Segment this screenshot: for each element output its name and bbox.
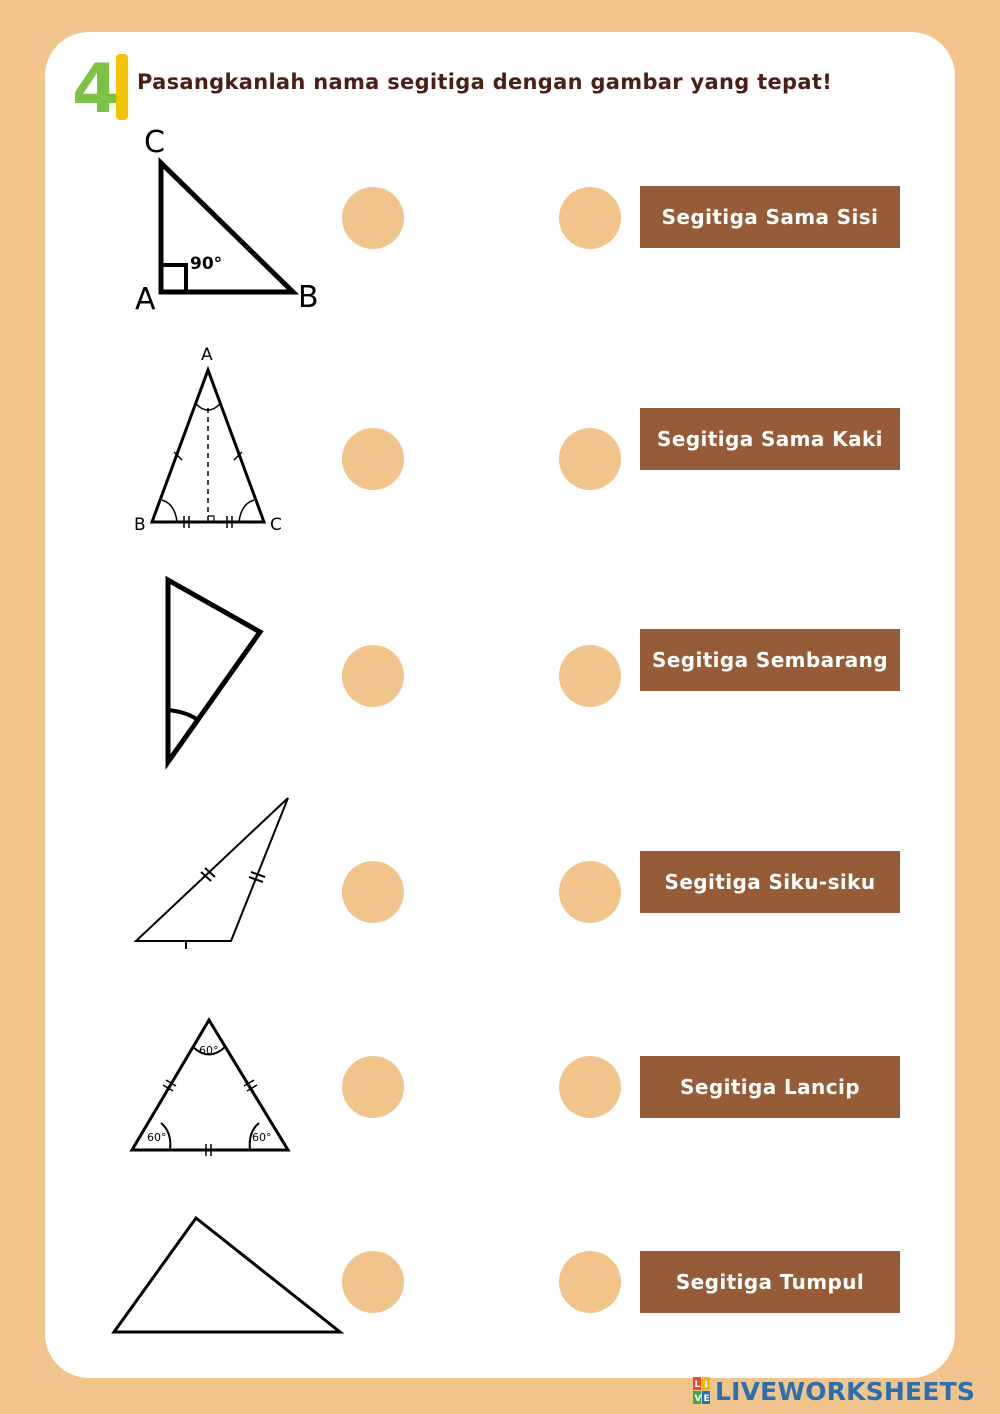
angle-label-top: 60°	[199, 1044, 219, 1057]
vertex-label-b: B	[134, 515, 146, 535]
left-match-dot-6[interactable]	[342, 1251, 404, 1313]
vertex-label-a: A	[201, 345, 213, 365]
triangle-outline	[114, 1218, 340, 1332]
option-label-sama-sisi[interactable]: Segitiga Sama Sisi	[640, 186, 900, 248]
left-match-dot-4[interactable]	[342, 861, 404, 923]
left-match-dot-2[interactable]	[342, 428, 404, 490]
instruction-text: Pasangkanlah nama segitiga dengan gambar yang tepat!	[137, 70, 833, 94]
svg-text:I: I	[704, 1380, 708, 1390]
brand-name: LIVEWORKSHEETS	[715, 1376, 976, 1406]
obtuse-triangle-figure	[128, 790, 298, 950]
svg-text:L: L	[694, 1380, 701, 1390]
option-label-lancip[interactable]: Segitiga Lancip	[640, 1056, 900, 1118]
acute-triangle-figure	[108, 1210, 348, 1340]
base-angle-arc-left	[162, 500, 177, 522]
right-match-dot-3[interactable]	[559, 645, 621, 707]
right-match-dot-1[interactable]	[559, 187, 621, 249]
right-triangle-figure	[130, 122, 330, 322]
vertex-label-b: B	[298, 280, 319, 315]
angle-label: 90°	[190, 254, 223, 274]
angle-arc	[168, 710, 198, 720]
equilateral-triangle-figure	[120, 1010, 300, 1165]
vertex-label-a: A	[135, 282, 156, 317]
option-label-sama-kaki[interactable]: Segitiga Sama Kaki	[640, 408, 900, 470]
triangle-outline	[168, 580, 260, 762]
liveworksheets-brand	[693, 1375, 975, 1407]
scalene-triangle-figure	[150, 570, 280, 775]
angle-label-right: 60°	[252, 1131, 272, 1144]
right-match-dot-5[interactable]	[559, 1056, 621, 1118]
question-number: 4	[72, 50, 120, 124]
option-label-tumpul[interactable]: Segitiga Tumpul	[640, 1251, 900, 1313]
right-match-dot-2[interactable]	[559, 428, 621, 490]
angle-label-left: 60°	[147, 1131, 167, 1144]
left-match-dot-3[interactable]	[342, 645, 404, 707]
triangle-outline	[136, 798, 288, 941]
left-match-dot-1[interactable]	[342, 187, 404, 249]
right-match-dot-4[interactable]	[559, 861, 621, 923]
option-label-sembarang[interactable]: Segitiga Sembarang	[640, 629, 900, 691]
svg-text:E: E	[703, 1394, 710, 1404]
left-match-dot-5[interactable]	[342, 1056, 404, 1118]
option-label-siku-siku[interactable]: Segitiga Siku-siku	[640, 851, 900, 913]
vertex-label-c: C	[144, 125, 165, 160]
isosceles-triangle-figure	[130, 340, 290, 540]
right-angle-marker	[161, 265, 186, 292]
base-angle-arc-right	[239, 500, 254, 522]
vertex-label-c: C	[270, 515, 282, 535]
svg-text:V: V	[694, 1394, 702, 1404]
question-number-icon	[70, 50, 132, 124]
liveworksheets-logo-icon	[693, 1377, 711, 1405]
right-match-dot-6[interactable]	[559, 1251, 621, 1313]
triangle-outline	[161, 163, 293, 292]
